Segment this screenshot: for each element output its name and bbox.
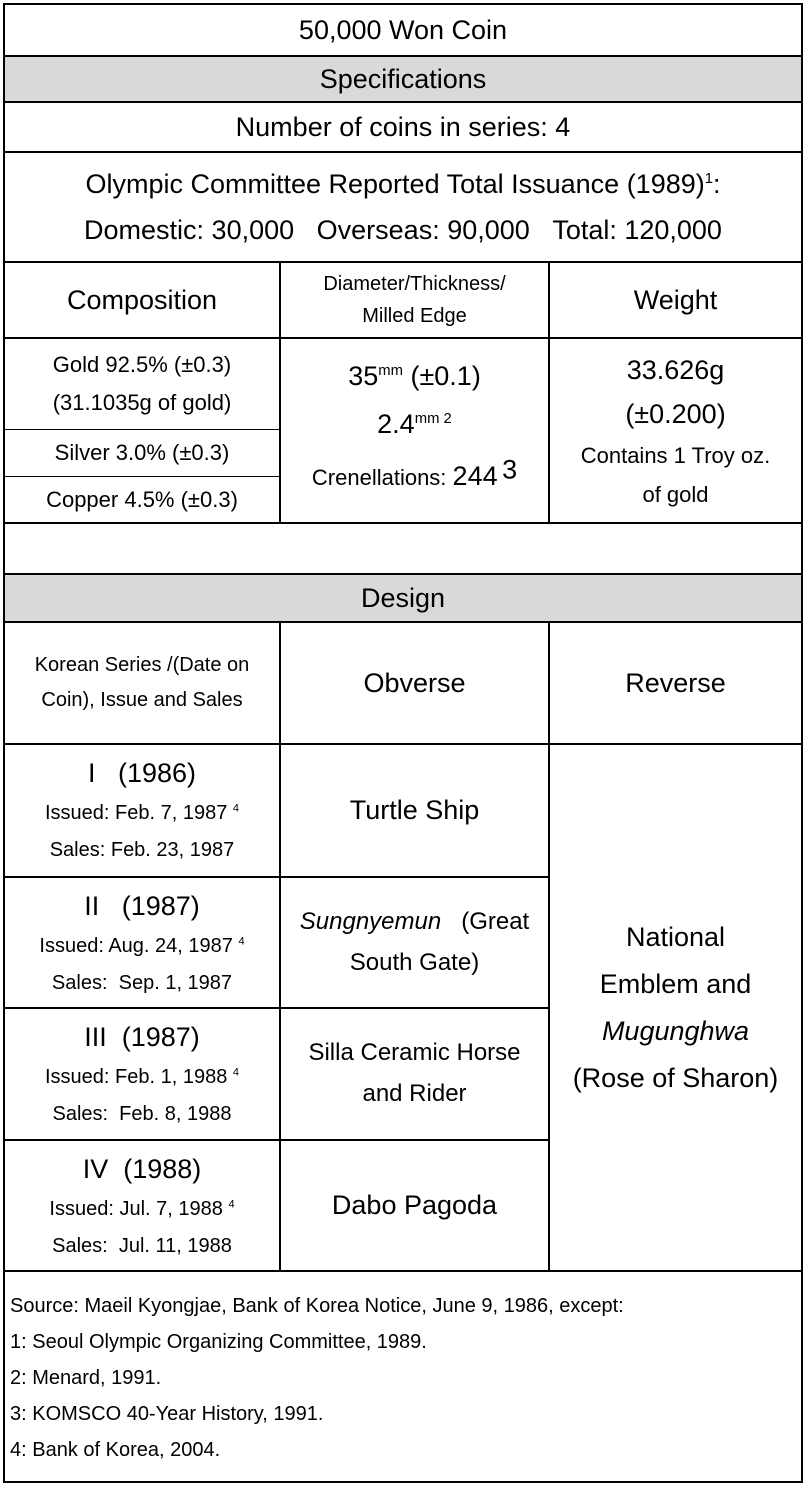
table-frame [3, 3, 803, 1483]
weight-cell: 33.626g (±0.200) Contains 1 Troy oz. of gold [580, 354, 771, 507]
thickness-value: $2.4^{mm}$ $^2$ [377, 409, 452, 439]
obverse-cell-4: Dabo Pagoda [331, 1190, 498, 1220]
reverse-cell: National Emblem and Mugunghwa (Rose of Sharon) [572, 921, 779, 1093]
crenellations: Crenellations: 244 $^3$ [311, 454, 518, 491]
composition-header: Composition [66, 284, 218, 315]
issuance-line1: Olympic Committee Reported Total Issuance $(1989)^1$: [85, 169, 721, 199]
specifications-heading: Specifications [3, 55, 803, 103]
series-cell-2: II (1987) Issued: Aug. 24, 1987 $^4$ Sales: Sep. 1, 1987 [39, 890, 245, 994]
diameter-value: $35^{mm}$ (±0.1) [348, 361, 481, 391]
obverse-header: Obverse [363, 667, 466, 698]
composition-copper: Copper 4.5% (±0.3) [46, 486, 238, 512]
footnote-3: 3: KOMSCO 40-Year History, 1991. [10, 1403, 324, 1425]
reverse-header: Reverse [625, 667, 726, 698]
series-cell-3: III (1987) Issued: Feb. 1, 1988 $^4$ Sales: Feb. 8, 1988 [44, 1022, 240, 1125]
source-note: Source: Maeil Kyongjae, Bank of Korea Notice, June 9, 1986, except: [10, 1295, 624, 1317]
series-header: Korean Series /(Date on Coin), Issue and Sales [34, 654, 250, 711]
footnote-2: 2: Menard, 1991. [10, 1367, 162, 1389]
series-cell-4: IV (1988) Issued: Jul. 7, 1988 $^4$ Sales: Jul. 11, 1988 [49, 1153, 235, 1257]
footnote-1: 1: Seoul Olympic Organizing Committee, 1989. [10, 1331, 427, 1353]
diameter-header: Diameter/Thickness/ Milled Edge [323, 273, 506, 327]
obverse-cell-3: Silla Ceramic Horse and Rider [308, 1039, 521, 1107]
obverse-cell-1: Turtle Ship [349, 794, 480, 825]
composition-silver: Silver 3.0% (±0.3) [54, 439, 230, 465]
coins-in-series: Number of coins in series: 4 [235, 111, 571, 142]
footnote-4: 4: Bank of Korea, 2004. [10, 1439, 221, 1461]
sheet-title: 50,000 Won Coin [298, 14, 508, 45]
weight-header: Weight [633, 284, 718, 315]
obverse-cell-2: Sungnyemun (Great South Gate) [299, 907, 530, 976]
issuance-domestic: Domestic: 30,000 [84, 215, 295, 245]
issuance-total: Total: 120,000 [552, 215, 722, 245]
issuance-footnote-ref: 1 [704, 171, 714, 187]
design-heading: Design [3, 573, 803, 623]
composition-gold: Gold 92.5% (±0.3) (31.1035g of gold) [52, 352, 232, 415]
issuance-overseas: Overseas: 90,000 [316, 215, 530, 245]
series-cell-1: I (1986) Issued: Feb. 7, 1987 $^4$ Sales: Feb. 23, 1987 [44, 758, 240, 861]
